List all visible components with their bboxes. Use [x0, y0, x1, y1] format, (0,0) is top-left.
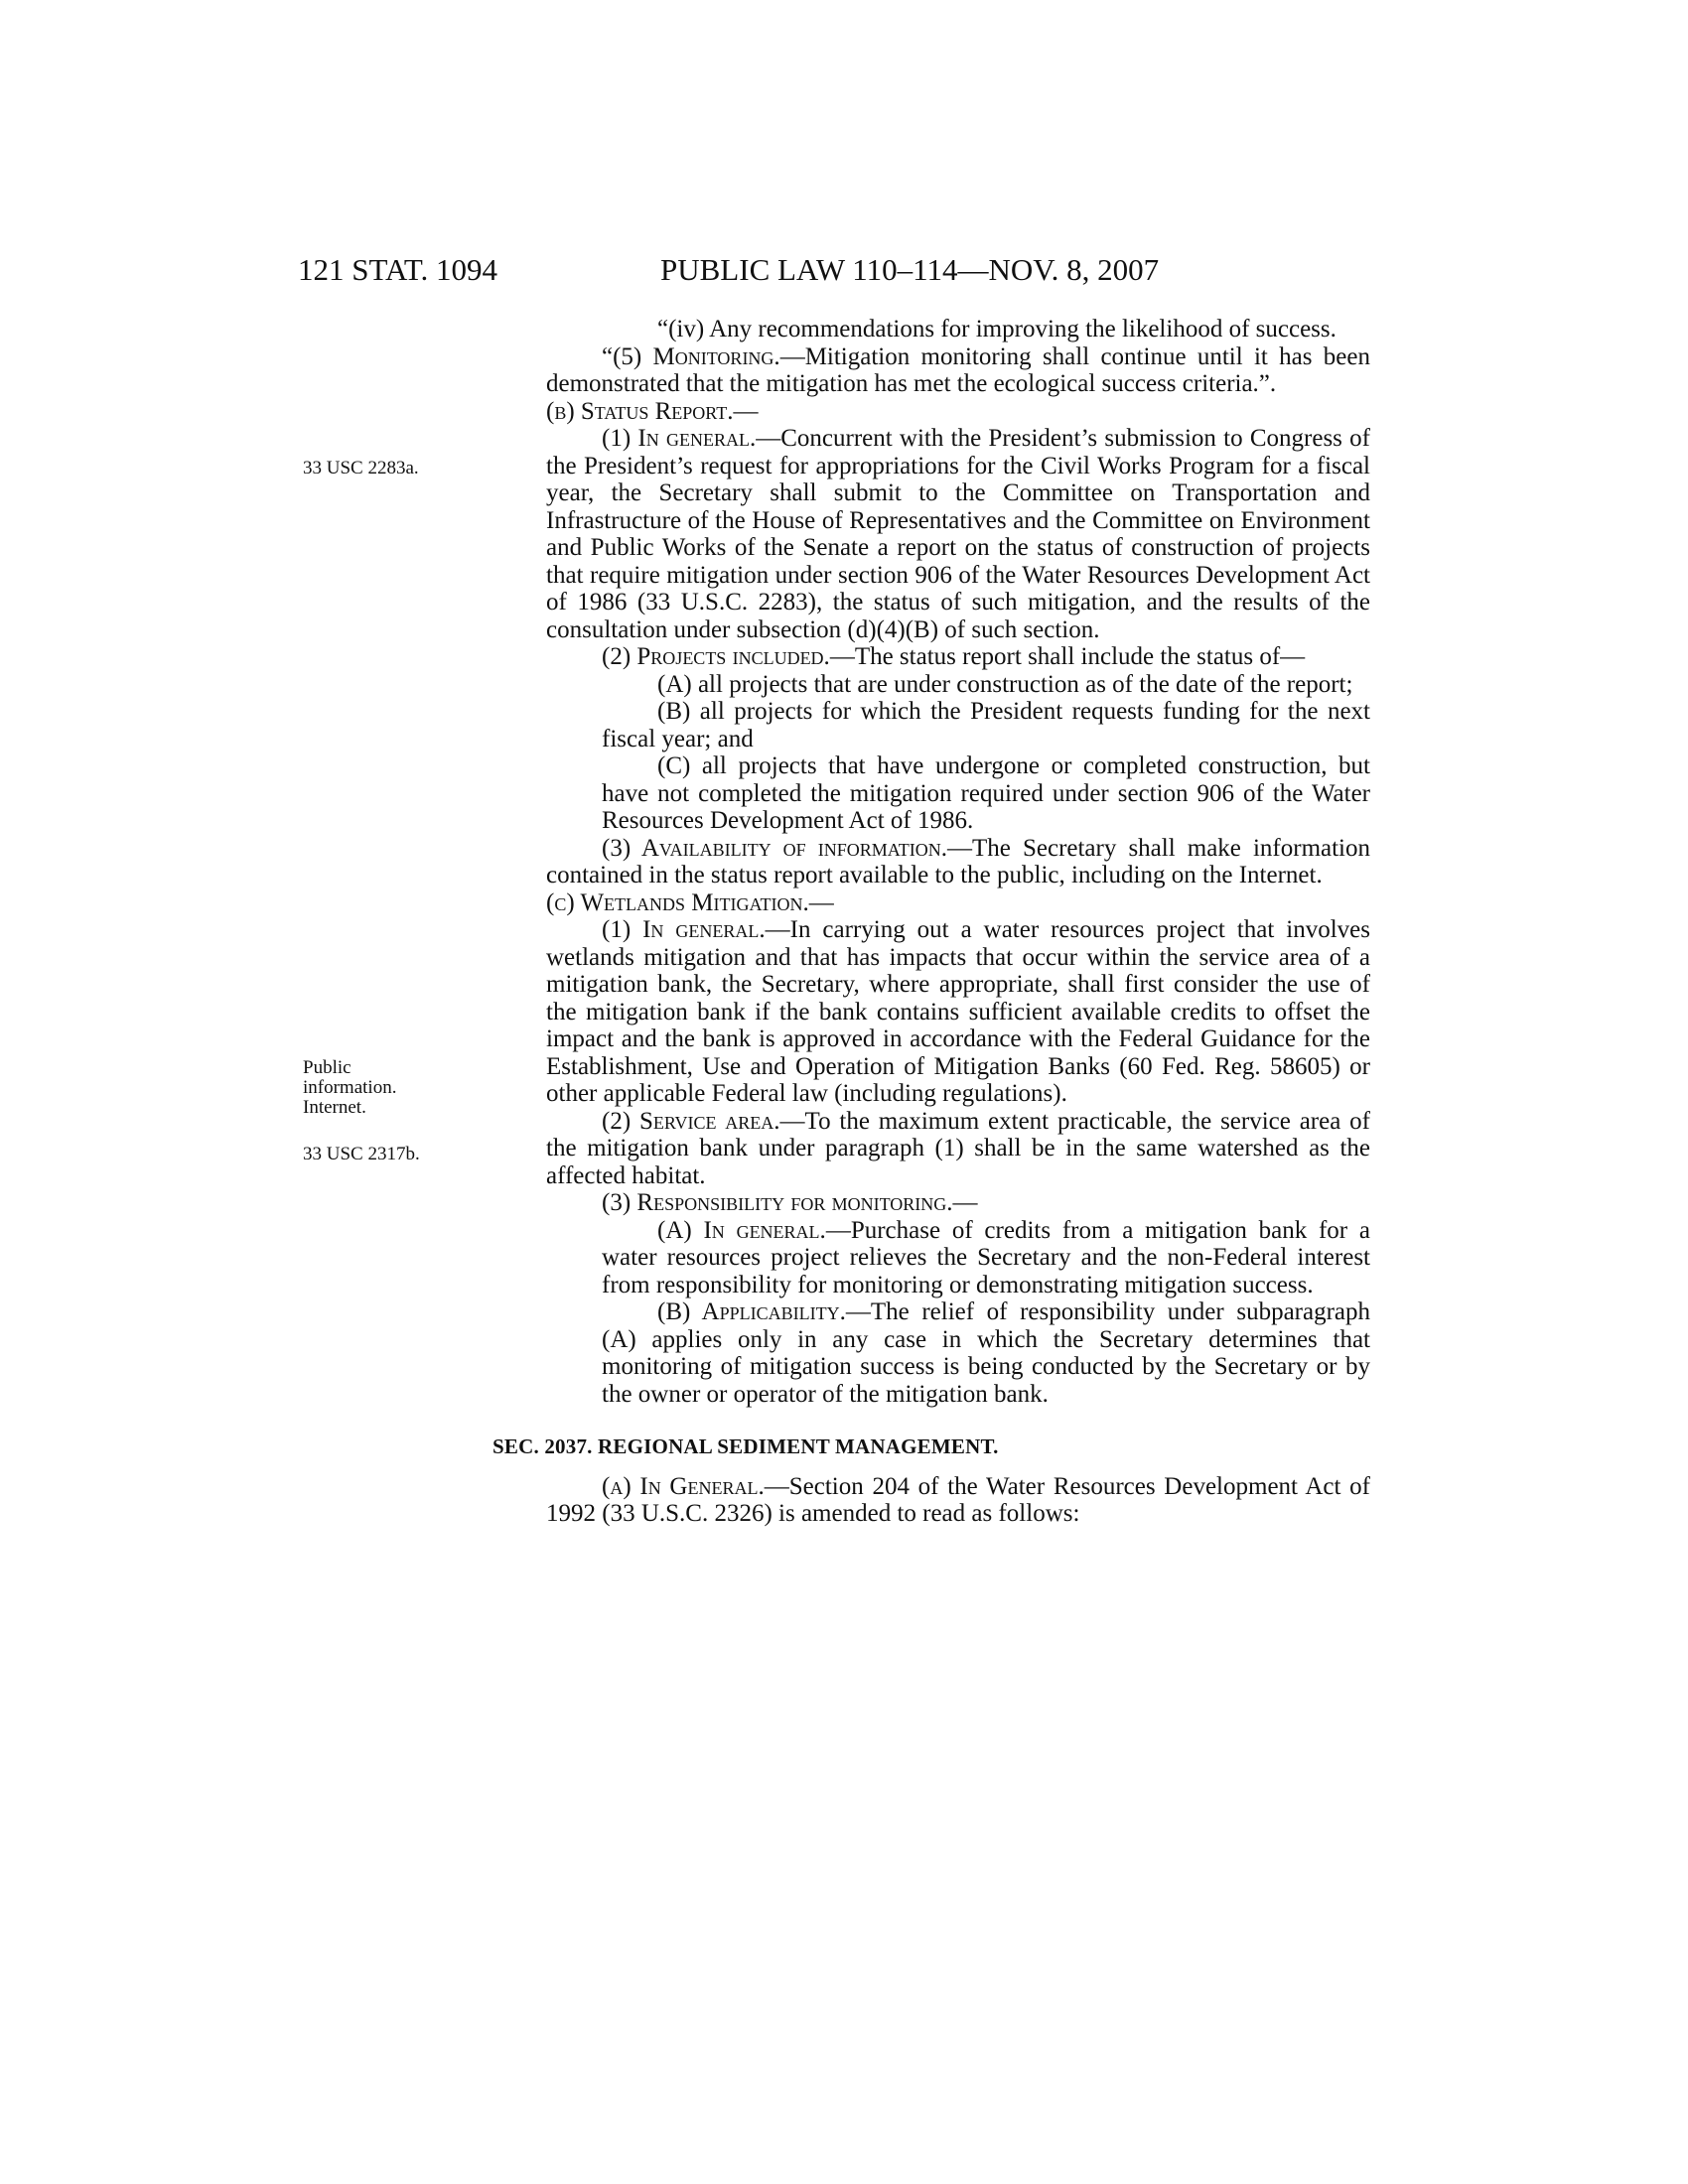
paragraph-text: —Concurrent with the President’s submission to Congress of the President’s request for appropriations for the Civil Works Program for a fiscal year, the Secretary shall submit to the Committee on Transportation and Infrastructure of the House of Representatives and the Committee on Environment and Public Works of the Senate a report on the status of construction of projects that require mitigation under section 906 of the Water Resources Development Act of 1986 (33 U.S.C. 2283), the status of such mitigation, and the results of the consultation under subsection (d)(4)(B) of such section. — [546, 425, 1370, 643]
paragraph-c1 — [546, 916, 1370, 1108]
paragraph-text: —The relief of responsibility under subparagraph (A) applies only in any case in which the Secretary determines that monitoring of mitigation success is being conducted by the Secretary or by the owner or operator of the mitigation bank. — [602, 1298, 1371, 1408]
paragraph-text: —In carrying out a water resources project that involves wetlands mitigation and that has impacts that occur within the service area of a mitigation bank, the Secretary, where appropriate, shall first consider the use of the mitigation bank if the bank contains sufficient available credits to offset the impact and the bank is approved in accordance with the Federal Guidance for the Establishment, Use and Operation of Mitigation Banks (60 Fed. Reg. 58605) or other applicable Federal law (including regulations). — [546, 916, 1370, 1107]
margin-note-public-information — [303, 1058, 396, 1118]
paragraph-heading: (1) In general. — [602, 916, 766, 943]
dash: — — [808, 888, 834, 916]
subparagraph-b2c — [546, 752, 1370, 835]
paragraph-text: (B) all projects for which the President requests funding for the next fiscal year; and — [602, 698, 1370, 752]
paragraph-heading: (B) Applicability. — [657, 1298, 846, 1325]
subsection-c-heading — [546, 889, 1370, 917]
margin-note-line: Internet. — [303, 1097, 366, 1118]
dash: — — [952, 1189, 978, 1216]
paragraph-b2 — [546, 643, 1370, 671]
paragraph-heading: (a) In General. — [602, 1472, 765, 1500]
paragraph-heading: “(5) Monitoring. — [602, 342, 780, 370]
paragraph-b3 — [546, 835, 1370, 889]
paragraph-text: —Mitigation monitoring shall continue until it has been demonstrated that the mitigation has met the ecological success criteria.”. — [546, 342, 1370, 397]
paragraph-heading: (3) Responsibility for monitoring. — [602, 1189, 953, 1216]
subparagraph-b2a — [546, 671, 1370, 699]
margin-note-line: Public — [303, 1057, 352, 1078]
paragraph-text: —Purchase of credits from a mitigation bank for a water resources project relieves the Secretary and the non-Federal interest from responsibility for monitoring or demonstrating mitigation success. — [602, 1216, 1370, 1298]
paragraph-text: —To the maximum extent practicable, the service area of the mitigation bank under paragraph (1) shall be in the same watershed as the affected habitat. — [546, 1107, 1370, 1189]
paragraph-iv — [546, 316, 1370, 343]
subparagraph-c3a — [546, 1217, 1370, 1299]
paragraph-text: —Section 204 of the Water Resources Development Act of 1992 (33 U.S.C. 2326) is amended to read as follows: — [546, 1472, 1370, 1527]
subsection-heading: (c) Wetlands Mitigation. — [546, 888, 809, 916]
margin-note-line: information. — [303, 1077, 397, 1098]
paragraph-heading: (1) In general. — [602, 425, 757, 452]
subsection-b-heading — [546, 398, 1370, 426]
paragraph-b1 — [546, 425, 1370, 643]
paragraph-text: (C) all projects that have undergone or completed construction, but have not completed the mitigation required under section 906 of the Water Resources Development Act of 1986. — [602, 752, 1370, 834]
subparagraph-c3b — [546, 1298, 1370, 1408]
margin-note-usc-2317b: 33 USC 2317b. — [303, 1144, 420, 1164]
section-heading: SEC. 2037. REGIONAL SEDIMENT MANAGEMENT. — [492, 1434, 999, 1458]
paragraph-text: —The status report shall include the status of— — [829, 643, 1306, 670]
paragraph-heading: (A) In general. — [657, 1216, 826, 1244]
paragraph-text: (A) all projects that are under construction as of the date of the report; — [657, 670, 1353, 698]
paragraph-a — [546, 1473, 1370, 1528]
page-stat-citation: 121 STAT. 1094 — [298, 252, 498, 287]
paragraph-heading: (3) Availability of information. — [602, 834, 948, 862]
statute-body — [492, 316, 1371, 1528]
paragraph-c2 — [546, 1108, 1370, 1190]
paragraph-text: “(iv) Any recommendations for improving the likelihood of success. — [657, 316, 1336, 342]
subsection-heading: (b) Status Report. — [546, 397, 734, 425]
subparagraph-b2b — [546, 698, 1370, 752]
paragraph-heading: (2) Service area. — [602, 1107, 780, 1135]
margin-note-usc-2283a: 33 USC 2283a. — [303, 458, 419, 478]
paragraph-heading: (2) Projects included. — [602, 643, 830, 670]
paragraph-monitoring — [546, 343, 1370, 398]
dash: — — [733, 397, 759, 425]
paragraph-text: —The Secretary shall make information contained in the status report available to the public, including on the Internet. — [546, 834, 1371, 888]
paragraph-c3 — [546, 1189, 1370, 1217]
running-header: PUBLIC LAW 110–114—NOV. 8, 2007 — [660, 252, 1160, 287]
